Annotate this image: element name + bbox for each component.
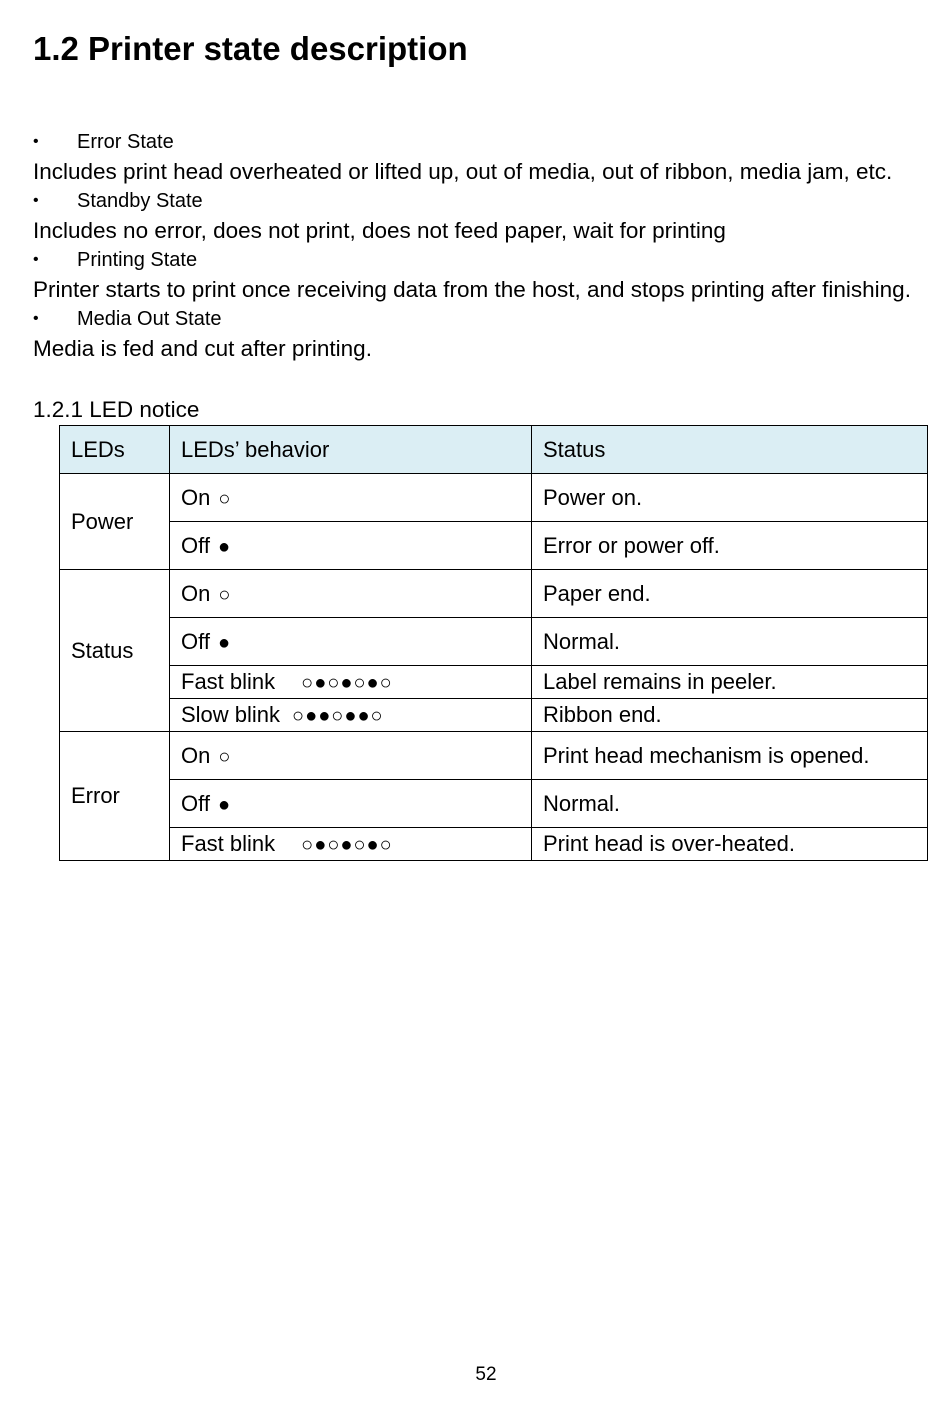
status-cell: Label remains in peeler.: [532, 666, 928, 699]
status-cell: Power on.: [532, 474, 928, 522]
led-name-cell: Power: [60, 474, 170, 570]
state-description: Printer starts to print once receiving data from the host, and stops printing after finishing.: [33, 277, 911, 302]
state-item-standby: [33, 187, 943, 215]
behavior-cell: [170, 828, 532, 861]
behavior-cell: [170, 474, 532, 522]
table-row: [60, 666, 928, 699]
column-header-status: Status: [532, 426, 928, 474]
state-name: Media Out State: [77, 308, 222, 330]
table-row: [60, 570, 928, 618]
behavior-cell: [170, 732, 532, 780]
table-row: [60, 828, 928, 861]
bullet-icon: •: [33, 192, 39, 209]
behavior-label: Slow blink: [181, 702, 281, 727]
led-name-cell: Error: [60, 732, 170, 861]
led-notice-heading: 1.2.1 LED notice: [33, 397, 200, 422]
state-item-printing: [33, 246, 943, 274]
page-title: 1.2 Printer state description: [33, 30, 468, 67]
state-description: Media is fed and cut after printing.: [33, 336, 372, 361]
page-number: 52: [475, 1364, 497, 1385]
table-row: [60, 618, 928, 666]
behavior-label: Off: [181, 628, 210, 654]
state-name: Error State: [77, 131, 174, 153]
behavior-label: On: [181, 580, 211, 606]
state-description: Includes no error, does not print, does not feed paper, wait for printing: [33, 218, 726, 243]
behavior-label: On: [181, 484, 211, 510]
led-notice-table: [59, 425, 928, 861]
fast-blink-pattern-icon: ○●○●○●○: [301, 672, 393, 694]
behavior-label: Off: [181, 532, 210, 558]
behavior-cell: [170, 570, 532, 618]
status-cell: Print head mechanism is opened.: [532, 732, 928, 780]
status-cell: Paper end.: [532, 570, 928, 618]
behavior-label: On: [181, 742, 211, 768]
table-row: [60, 699, 928, 732]
table-row: [60, 474, 928, 522]
fast-blink-pattern-icon: ○●○●○●○: [301, 834, 393, 856]
behavior-label: Off: [181, 790, 210, 816]
state-item-media-out: [33, 305, 943, 333]
behavior-cell: [170, 699, 532, 732]
state-description: Includes print head overheated or lifted up, out of media, out of ribbon, media jam, etc.: [33, 159, 893, 184]
led-off-icon: ●: [217, 535, 232, 558]
led-name-cell: Status: [60, 570, 170, 732]
column-header-leds: LEDs: [60, 426, 170, 474]
status-cell: Normal.: [532, 618, 928, 666]
table-row: [60, 522, 928, 570]
status-cell: Ribbon end.: [532, 699, 928, 732]
bullet-icon: •: [33, 251, 39, 268]
behavior-label: Fast blink: [181, 669, 276, 694]
status-cell: Normal.: [532, 780, 928, 828]
led-off-icon: ●: [217, 631, 232, 654]
state-item-error: [33, 128, 943, 156]
led-on-icon: ○: [218, 487, 232, 510]
printer-states-list: [33, 128, 943, 364]
status-cell: Print head is over-heated.: [532, 828, 928, 861]
behavior-cell: [170, 618, 532, 666]
behavior-cell: [170, 780, 532, 828]
state-name: Printing State: [77, 249, 198, 271]
led-off-icon: ●: [217, 793, 232, 816]
led-on-icon: ○: [218, 583, 232, 606]
state-name: Standby State: [77, 190, 203, 212]
led-on-icon: ○: [218, 745, 232, 768]
table-row: [60, 732, 928, 780]
bullet-icon: •: [33, 133, 39, 150]
table-row: [60, 780, 928, 828]
behavior-label: Fast blink: [181, 831, 276, 856]
bullet-icon: •: [33, 310, 39, 327]
behavior-cell: [170, 666, 532, 699]
status-cell: Error or power off.: [532, 522, 928, 570]
slow-blink-pattern-icon: ○●●○●●○: [292, 705, 384, 727]
behavior-cell: [170, 522, 532, 570]
table-header-row: [60, 426, 928, 474]
column-header-behavior: LEDs’ behavior: [170, 426, 532, 474]
